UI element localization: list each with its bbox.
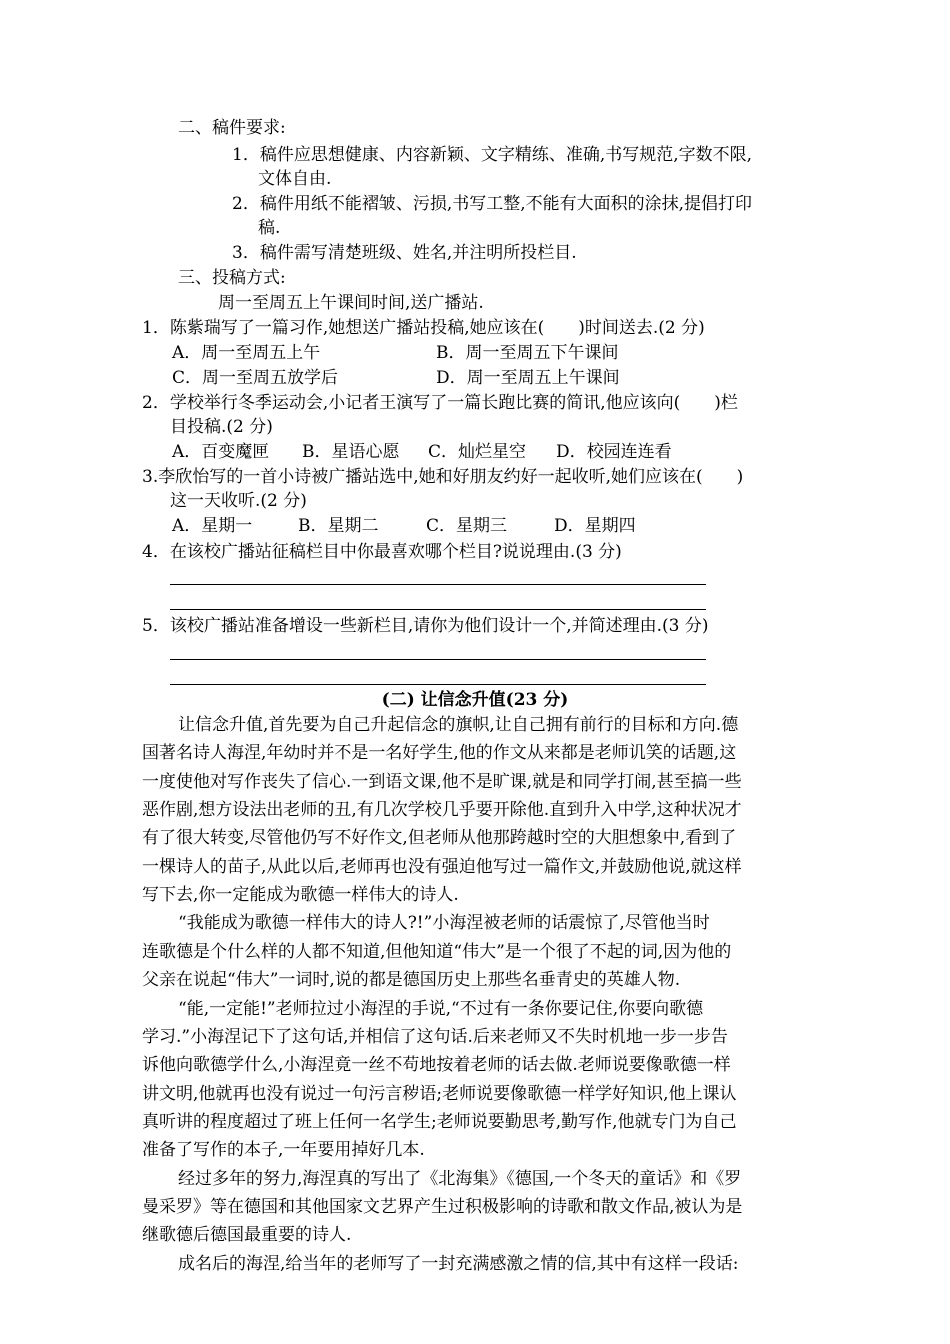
paragraph-first-line: “我能成为歌德一样伟大的诗人?!”小海涅被老师的话震惊了,尽管他当时 [178,913,710,933]
question-1-option-d: D．周一至周五上午课间 [436,368,620,388]
answer-line[interactable] [170,609,706,610]
paragraph-line: 写下去,你一定能成为歌德一样伟大的诗人. [142,885,459,905]
paragraph-line: 真听讲的程度超过了班上任何一名学生;老师说要勤思考,勤写作,他就专门为自己 [142,1112,737,1132]
paragraph-line: 国著名诗人海涅,年幼时并不是一名好学生,他的作文从来都是老师讥笑的话题,这 [142,743,737,763]
question-2-stem-cont: 目投稿.(2 分) [170,417,273,437]
answer-line[interactable] [170,659,706,660]
paragraph-line: 学习.”小海涅记下了这句话,并相信了这句话.后来老师又不失时机地一步一步告 [142,1027,728,1047]
question-3-option-c: C．星期三 [426,516,508,536]
requirement-item-1-cont: 文体自由. [258,169,332,189]
submission-text: 周一至周五上午课间时间,送广播站. [218,293,484,313]
paragraph-line: 父亲在说起“伟大”一词时,说的都是德国历史上那些名垂青史的英雄人物. [142,970,681,990]
paragraph-line: 一棵诗人的苗子,从此以后,老师再也没有强迫他写过一篇作文,并鼓励他说,就这样 [142,857,742,877]
paragraph-line: 讲文明,他就再也没有说过一句污言秽语;老师说要像歌德一样学好知识,他上课认 [142,1084,737,1104]
paragraph-line: 准备了写作的本子,一年要用掉好几本. [142,1140,425,1160]
question-1-option-b: B．周一至周五下午课间 [436,343,619,363]
paragraph-first-line: 让信念升值,首先要为自己升起信念的旗帜,让自己拥有前行的目标和方向.德 [178,715,739,735]
question-1-stem: 1．陈紫瑞写了一篇习作,她想送广播站投稿,她应该在( )时间送去.(2 分) [142,318,705,338]
question-4-stem: 4．在该校广播站征稿栏目中你最喜欢哪个栏目?说说理由.(3 分) [142,542,622,562]
question-2-option-a: A．百变魔匣 [172,442,270,462]
question-2-option-b: B．星语心愿 [302,442,400,462]
requirement-item-2-cont: 稿. [258,218,281,238]
paragraph-first-line: 经过多年的努力,海涅真的写出了《北海集》《德国,一个冬天的童话》和《罗 [178,1169,742,1189]
question-2-option-d: D．校园连连看 [556,442,672,462]
paragraph-line: 有了很大转变,尽管他仍写不好作文,但老师从他那跨越时空的大胆想象中,看到了 [142,828,737,848]
paragraph-line: 连歌德是个什么样的人都不知道,但他知道“伟大”是一个很了不起的词,因为他的 [142,942,732,962]
question-1-option-c: C．周一至周五放学后 [172,368,339,388]
requirements-heading: 二、稿件要求: [178,118,286,138]
requirement-item-2: 2．稿件用纸不能褶皱、污损,书写工整,不能有大面积的涂抹,提倡打印 [232,194,753,214]
question-5-stem: 5．该校广播站准备增设一些新栏目,请你为他们设计一个,并简述理由.(3 分) [142,616,709,636]
paragraph-line: 继歌德后德国最重要的诗人. [142,1225,352,1245]
question-3-stem-cont: 这一天收听.(2 分) [170,491,307,511]
submission-heading: 三、投稿方式: [178,268,286,288]
question-1-option-a: A．周一至周五上午 [172,343,321,363]
question-2-stem: 2．学校举行冬季运动会,小记者王演写了一篇长跑比赛的简讯,他应该向( )栏 [142,393,738,413]
paragraph-line: 诉他向歌德学什么,小海涅竟一丝不苟地按着老师的话去做.老师说要像歌德一样 [142,1055,731,1075]
paragraph-line: 恶作剧,想方设法出老师的丑,有几次学校几乎要开除他.直到升入中学,这种状况才 [142,800,742,820]
requirement-item-3: 3．稿件需写清楚班级、姓名,并注明所投栏目. [232,243,577,263]
paragraph-first-line: 成名后的海涅,给当年的老师写了一封充满感激之情的信,其中有这样一段话: [178,1254,739,1274]
question-3-option-b: B．星期二 [298,516,379,536]
requirement-item-1: 1．稿件应思想健康、内容新颖、文字精练、准确,书写规范,字数不限, [232,145,753,165]
paragraph-first-line: “能,一定能!”老师拉过小海涅的手说,“不过有一条你要记住,你要向歌德 [178,999,704,1019]
question-3-option-d: D．星期四 [554,516,636,536]
question-3-stem: 3.李欣怡写的一首小诗被广播站选中,她和好朋友约好一起收听,她们应该在( ) [142,467,744,487]
paragraph-line: 曼采罗》等在德国和其他国家文艺界产生过积极影响的诗歌和散文作品,被认为是 [142,1197,743,1217]
paragraph-line: 一度使他对写作丧失了信心.一到语文课,他不是旷课,就是和同学打闹,甚至搞一些 [142,772,742,792]
answer-line[interactable] [170,584,706,585]
question-3-option-a: A．星期一 [172,516,253,536]
question-2-option-c: C．灿烂星空 [428,442,527,462]
passage-title: (二) 让信念升值(23 分) [381,690,569,710]
answer-line[interactable] [170,684,706,685]
